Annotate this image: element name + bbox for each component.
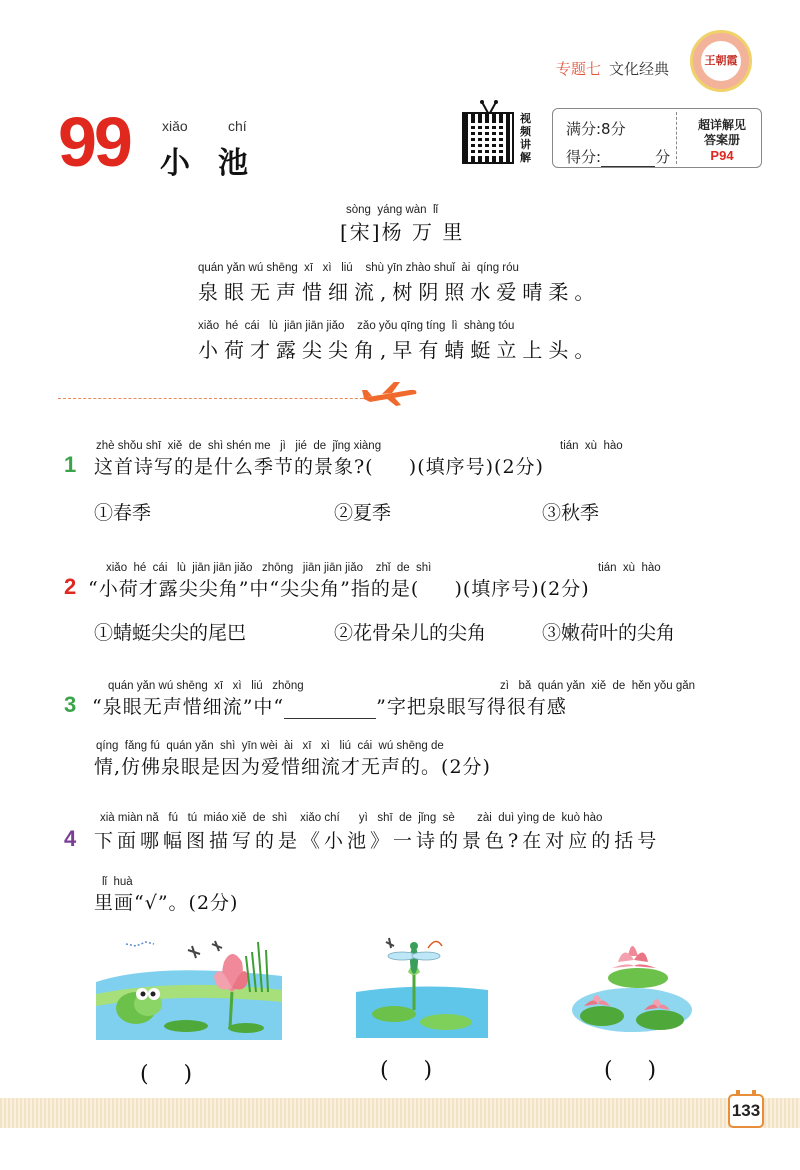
- q3-text-b: ”字把泉眼写得很有感: [376, 696, 567, 718]
- title-pinyin-2: chí: [228, 118, 247, 134]
- title-char-2: 池: [218, 146, 248, 181]
- q2-option-3[interactable]: ③嫩荷叶的尖角: [542, 622, 676, 644]
- lesson-number: 99: [58, 103, 130, 181]
- q1-option-2[interactable]: ②夏季: [334, 502, 392, 524]
- q3-pinyin-line2: qíng fǎng fú quán yǎn shì yīn wèi ài xī xì liú cái wú shēng de: [96, 740, 444, 752]
- answer-ref-line1: 超详解见: [697, 118, 746, 132]
- q3-number: 3: [64, 692, 77, 717]
- q1-pinyin-b: tián xù hào: [560, 440, 623, 452]
- score-blank[interactable]: [601, 152, 655, 167]
- q4-text-line1: 下面哪幅图描写的是《小池》一诗的景色?在对应的括号: [94, 830, 661, 852]
- q4-number: 4: [64, 826, 77, 851]
- q1-pinyin: zhè shǒu shī xiě de shì shén me jì jié de jǐng xiàng: [96, 440, 382, 452]
- q3-text-a: “泉眼无声惜细流”中“: [92, 696, 285, 718]
- answer-page: P94: [710, 148, 734, 163]
- q1-option-3[interactable]: ③秋季: [542, 502, 600, 524]
- q3-pinyin-b: zì bǎ quán yǎn xiě de hěn yǒu gǎn: [500, 680, 696, 692]
- score-unit: 分: [655, 148, 671, 166]
- q2-pinyin: xiǎo hé cái lù jiān jiān jiǎo zhōng jiān jiān jiǎo zhǐ de shì: [106, 562, 432, 574]
- q3-text-line2: 情,仿佛泉眼是因为爱惜细流才无声的。(2分): [94, 756, 491, 778]
- q4-pinyin-line2: lǐ huà: [102, 876, 133, 888]
- q1-number: 1: [64, 452, 77, 477]
- topic-name: 文化经典: [609, 60, 670, 78]
- brand-logo: [690, 30, 752, 92]
- picture-frog-lotus-pond: [96, 932, 282, 1040]
- qr-code[interactable]: [462, 112, 514, 164]
- q1-text: 这首诗写的是什么季节的景象?( )(填序号)(2分): [94, 456, 544, 478]
- picture-lotus-flowers: [568, 932, 696, 1038]
- answer-ref-line2: 答案册: [703, 133, 740, 147]
- q3-text-line1: [92, 692, 567, 719]
- q2-pinyin-b: tián xù hào: [598, 562, 661, 574]
- page-number: 133: [728, 1094, 764, 1128]
- title-pinyin-1: xiǎo: [162, 118, 188, 134]
- brand-logo-text: 王朝霞: [701, 41, 741, 81]
- q2-option-1[interactable]: ①蜻蜓尖尖的尾巴: [94, 622, 247, 644]
- airplane-icon: [360, 378, 420, 408]
- topic-label: [556, 58, 669, 79]
- q1-option-1[interactable]: ①春季: [94, 502, 152, 524]
- score-obtained: [566, 146, 670, 167]
- full-score: 满分:8分: [566, 120, 626, 138]
- q2-option-2[interactable]: ②花骨朵儿的尖角: [334, 622, 487, 644]
- topic-number: 专题七: [556, 60, 602, 78]
- poem-line-1: 泉眼无声惜细流,树阴照水爱晴柔。: [198, 280, 601, 304]
- picture-1-answer[interactable]: ( ): [140, 1062, 193, 1087]
- poem-line-1-pinyin: quán yǎn wú shēng xī xì liú shù yīn zhào shuǐ ài qíng róu: [198, 262, 519, 274]
- q3-answer-blank[interactable]: [284, 698, 376, 719]
- video-label: 视频讲解: [520, 112, 531, 164]
- score-divider: [676, 112, 678, 164]
- poem-line-2-pinyin: xiǎo hé cái lù jiān jiān jiǎo zǎo yǒu qīng tíng lì shàng tóu: [198, 320, 515, 332]
- answer-reference: [682, 118, 762, 148]
- q4-text-line2: 里画“√”。(2分): [94, 892, 239, 914]
- picture-2-answer[interactable]: ( ): [380, 1058, 433, 1083]
- title-char-1: 小: [160, 146, 190, 181]
- poem-author: [宋]杨 万 里: [340, 220, 465, 244]
- q4-pinyin: xià miàn nǎ fú tú miáo xiě de shì xiǎo chí yì shī de jǐng sè zài duì yìng de kuò hào: [100, 812, 603, 824]
- author-pinyin: sòng yáng wàn lǐ: [346, 204, 439, 216]
- q3-pinyin: quán yǎn wú shēng xī xì liú zhōng: [108, 680, 304, 692]
- picture-3-answer[interactable]: ( ): [604, 1058, 657, 1083]
- q2-number: 2: [64, 574, 77, 599]
- section-divider: [58, 398, 378, 399]
- page-footer-band: [0, 1098, 800, 1128]
- score-label: 得分:: [566, 148, 602, 166]
- q2-text: “小荷才露尖尖角”中“尖尖角”指的是( )(填序号)(2分): [88, 578, 590, 600]
- poem-line-2: 小荷才露尖尖角,早有蜻蜓立上头。: [198, 338, 601, 362]
- picture-dragonfly-bud: [356, 932, 488, 1038]
